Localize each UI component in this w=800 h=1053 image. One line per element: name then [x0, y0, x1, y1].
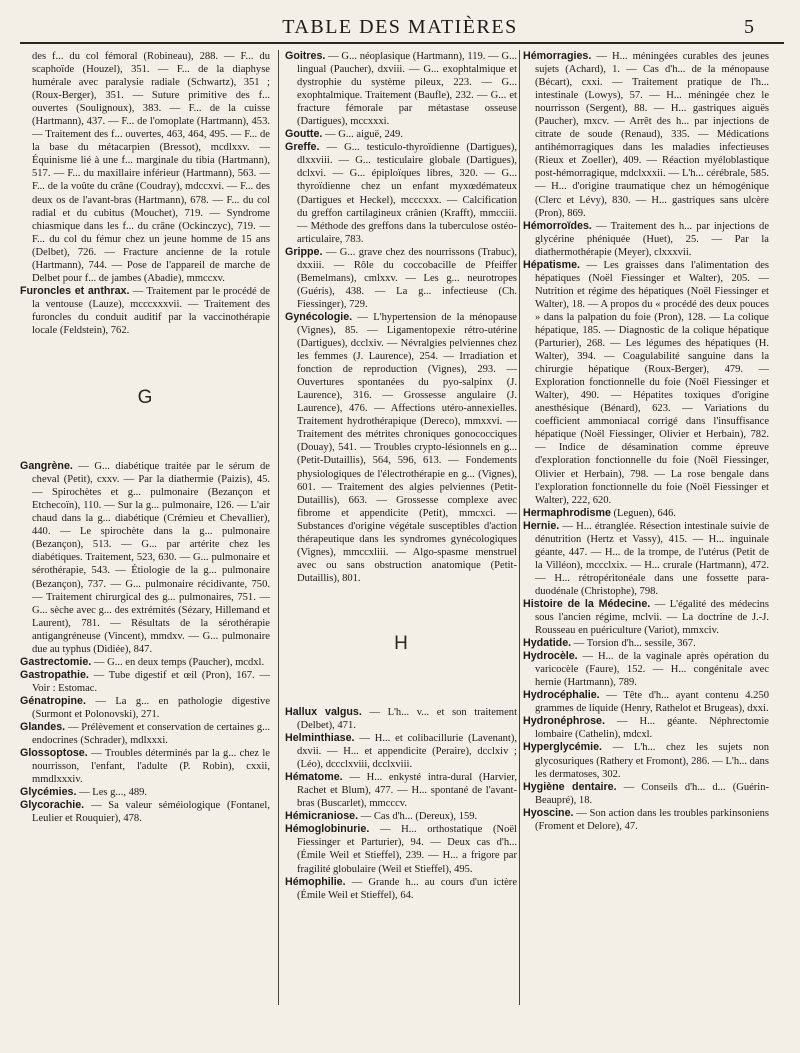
index-entry	[285, 311, 517, 585]
header-rule	[20, 42, 784, 44]
index-entry	[20, 799, 270, 825]
index-entry	[523, 715, 769, 741]
entry-text: — H... étranglée. Résection intestinale suivie de dénutrition (Hertz et Vassy), 415. — H... inguinale géante, 447. — H... de la trompe, de l'utérus (Petit de la Villéon), mccclxix. — H... crurale (Hartmann), 472. — H... rétropéritonéale dans une fossette para-duodénale (Christophe), 798.	[535, 520, 769, 597]
entry-text: — Les g..., 489.	[79, 787, 148, 799]
entry-heading: Hydatide.	[523, 637, 572, 650]
entry-heading: Goitres.	[285, 50, 326, 62]
page-number: 5	[744, 16, 754, 38]
entry-heading: Hallux valgus.	[285, 705, 362, 718]
entry-text: — Tube digestif et œil (Pron), 167. — Voir : Estomac.	[32, 669, 270, 694]
index-entry	[523, 259, 769, 507]
index-entry	[523, 50, 769, 220]
entry-text: — Les graisses dans l'alimentation des hépatiques (Noël Fiessinger et Walter), 205. — Nutrition et régime des hépatiques (Noël Fiessinger et Walter), 18. — A propos du « procédé des deux pouces » dans la palpation du foie (Pron), 128. — La colique hépatique, 185. — Diagnostic de la colique hépatique (Parturier), 268. — Les légumes des hépatiques (H. Walter), 394. — Coagulabilité sanguine dans la chirurgie hépatique (Roux-Berger), 479. — Exploration fonctionnelle du foie (Noël Fiessinger et Walter), 490. — Hépatites toxiques d'origine anesthésique (Bénard), 623. — Variations du coefficient ammoniacal corrigé dans l'insuffisance hépatique (Noël Fiessinger, Olivier et Herbain), 782. — Indice de désamination comme épreuve d'exploration fonctionnelle du foie (Noël Fiessinger, Olivier et Herbain), 798. — La rose bengale dans l'exploration fonctionnelle du foie (Noël Fiessinger et Walter), 222, 620.	[535, 259, 769, 506]
index-entry	[285, 50, 517, 128]
index-entry	[523, 741, 769, 780]
entry-heading: Hémorragies.	[523, 50, 592, 62]
entry-heading: Hygiène dentaire.	[523, 780, 617, 793]
index-entry	[20, 669, 270, 695]
entry-text: — G... testiculo-thyroïdienne (Dartigues), dlxxviii. — G... testiculaire globale (Dartigues), dclxvi. — G... épiploïques libres, 320. — G... thyroïdienne chez un enfant myxœdémateux (Dartigues et Heckel), mcccxxx. — Calcification du greffon cartilagineux crânien (Krafft), mmcciii. — Méthode des greffons dans la tuberculose ostéo-articulaire, 783.	[297, 142, 517, 245]
entry-text: — Grande h... au cours d'un ictère (Émile Weil et Stieffel), 64.	[297, 876, 517, 901]
index-entry	[285, 128, 517, 141]
entry-heading: Hydronéphrose.	[523, 715, 605, 728]
entry-heading: Hernie.	[523, 519, 560, 532]
entry-text: — Traitement par le procédé de la ventouse (Lauze), mcccxxxvii. — Traitement des furoncles du conduit auditif par la vaccinothérapie locale (Feldstein), 762.	[32, 285, 270, 336]
entry-text: — La g... en pathologie digestive (Surmont et Polonovski), 271.	[32, 695, 270, 720]
index-entry	[285, 876, 517, 902]
entry-heading: Glossoptose.	[20, 747, 88, 760]
page-header	[0, 0, 800, 46]
continued-entry-text: des f... du col fémoral (Robineau), 288. — F... du scaphoïde (Houzel), 351. — F... de la diaphyse humérale avec paralysie radiale (Schwartz), 351 ; (Roux-Berger), 351. — Suture primitive des f... ouvertes (Soulignoux), 383. — F... de la cuisse (Hartmann), 437. — F... de l'omoplate (Hartmann), 453. — Traitement des f... ouvertes, 463, 464, 495. — F... de la base du métacarpien (Bressot), mcdlxxv. — Équinisme lié à une f... marginale du tibia (Hartmann), 517. — F... du maxillaire inférieur (Hartmann), 563. — F... de la voûte du crâne (Coudray), mdccxvi. — F... des deux os de l'avant-bras (Hartmann), 678. — F... du col radial et du cubitus (Mouchet), 719. — Syndrome chiasmique dans les f... du crâne (Ockinczyc), 719. — F... du col du fémur chez un jeune homme de 15 ans (Delbet), 726. — Fracture ancienne de la rotule (Hartmann), 744. — Pose de l'appareil de marche de Delbet pour f... de jambes (Abadie), mmccxv.	[32, 51, 270, 284]
index-entry	[285, 823, 517, 875]
entry-heading: Hémicraniose.	[285, 810, 359, 823]
index-entry	[523, 689, 769, 715]
entry-heading: Glycémies.	[20, 786, 77, 799]
entry-text: — Torsion d'h... sessile, 367.	[573, 638, 696, 650]
index-entry	[523, 781, 769, 807]
section-letter: G	[137, 387, 153, 409]
index-entry	[20, 460, 270, 656]
entry-text: — G... diabétique traitée par le sérum de cheval (Petit), cxxv. — Par la diathermie (Paizis), 45. — Spirochètes et g... pulmonaire (Bezançon et Etchecoïn), 110. — Sur la g... pulmonaire, 126. — L'air chaud dans la g... diabétique (Crémieu et Chevallier), 440. — Le spirochète dans la g... pulmonaire (Bezançon), 513. — G... par artérite chez les diabétiques. Traitement, 523, 630. — G... pulmonaire et sérothérapie, 543. — Étiologie de la g... pulmonaire (Bezançon), 737. — G... pulmonaire récidivante, 750. — Traitement chirurgical des g... pulmonaires, 751. — G... sèche avec g... des extrémités (Sézary, Hillemand et Laurent), 781. — Résultats de la sérothérapie antigangréneuse (Vincent), mmdxv. — G... pulmonaire due au typhus (Didiée), 847.	[32, 461, 270, 655]
entry-heading: Gangrène.	[20, 460, 73, 473]
index-entry	[285, 141, 517, 245]
entry-text: — L'h... chez les sujets non glycosuriques (Rathery et Fromont), 286. — L'h... dans les dermatoses, 302.	[535, 742, 769, 780]
entry-text: (Leguen), 646.	[613, 507, 676, 519]
index-column-3	[523, 50, 769, 1050]
entry-heading: Greffe.	[285, 141, 320, 154]
entry-heading: Hydrocèle.	[523, 650, 578, 663]
section-letter: H	[394, 632, 408, 654]
index-entry	[285, 771, 517, 810]
entry-heading: Goutte.	[285, 128, 323, 141]
entry-heading: Glandes.	[20, 721, 66, 734]
entry-text: — H... orthostatique (Noël Fiessinger et Parturier), 94. — Deux cas d'h... (Émile Weil et Stieffel), 239. — H... a frigore par fragilité globulaire (Weil et Stieffel), 495.	[297, 824, 517, 875]
entry-text: — Son action dans les troubles parkinsoniens (Froment et Delore), 47.	[535, 807, 769, 832]
index-entry	[285, 706, 517, 732]
column-divider	[519, 50, 520, 1005]
index-entry	[523, 650, 769, 689]
page-title: TABLE DES MATIÈRES	[282, 16, 518, 38]
entry-text: — H... et colibacillurie (Lavenant), dxvii. — H... et appendicite (Peraire), dcclxiv ; (Léo), dccclxviii, dcclxviii.	[297, 733, 517, 771]
index-entry	[285, 732, 517, 771]
entry-text: — Sa valeur séméiologique (Fontanel, Leulier et Rouquier), 478.	[32, 800, 270, 825]
entry-text: — L'égalité des médecins sous l'ancien régime, mclvii. — La doctrine de J.-J. Rousseau en puériculture (Variot), mmxciv.	[535, 598, 769, 637]
entry-text: — Conseils d'h... d... (Guérin-Beaupré), 18.	[535, 781, 769, 806]
entry-text: — G... néoplasique (Hartmann), 119. — G... lingual (Paucher), dxviii. — G... exophtalmique et dystrophie du système pileux, 223. — G... exophtalmique. Traitement (Baufle), 232. — G... et fracture fémorale par métastase osseuse (Dartigues), mccxxxi.	[297, 51, 517, 128]
entry-heading: Hyperglycémie.	[523, 741, 603, 754]
entry-text: — H... de la vaginale après opération du varicocèle (Faure), 152. — H... congénitale avec hernie (Hartmann), 789.	[535, 651, 769, 689]
entry-text: — G... aiguë, 249.	[325, 129, 403, 141]
index-entry	[20, 285, 270, 337]
entry-text: — Traitement des h... par injections de glycérine phéniquée (Huet), 25. — Par la diathermothérapie (Meyer), clxxxvii.	[535, 220, 769, 258]
entry-text: — H... méningées curables des jeunes sujets (Achard), 1. — Cas d'h... de la ménopause (Bécart), cxxi. — Traitement pratique de l'h... intestinale (Lowys), 57. — H... méningée chez le nourrisson (Sergent), 88. — H... gastriques aiguës (Paucher), mxcv. — Arrêt des h... par injections de citrate de soude (Renaud), 335. — Médications antihémorragiques dans les maladies infectieuses (Rieux et Zoeller), 409. — Réaction myéloblastique post-hémorragique, mdclxxxii. — L'h... cérébrale, 585. — H... d'origine traumatique chez un hémogénique (Clerc et Lévy), 830. — H... gastriques sans ulcère (Pron), 869.	[535, 51, 769, 219]
index-entry	[523, 598, 769, 637]
entry-text: — Cas d'h... (Dereux), 159.	[360, 811, 478, 823]
entry-text: — Tête d'h... ayant contenu 4.250 grammes de liquide (Henry, Rathelot et Brugeas), dxxi.	[535, 690, 769, 715]
entry-text: — H... enkysté intra-dural (Harvier, Rachet et Blum), 477. — H... spontané de l'avant-bras (Buscarlet), mmcccv.	[297, 772, 517, 810]
index-entry	[20, 695, 270, 721]
entry-heading: Hématome.	[285, 771, 343, 784]
index-entry	[20, 786, 270, 799]
index-entry	[523, 520, 769, 598]
index-entry	[20, 656, 270, 669]
index-column-1	[20, 50, 270, 1050]
index-entry	[523, 637, 769, 650]
index-entry	[285, 810, 517, 823]
entry-heading: Glycorachie.	[20, 799, 85, 812]
index-entry	[523, 807, 769, 833]
entry-heading: Hémoglobinurie.	[285, 823, 370, 836]
index-column-2	[285, 50, 517, 1050]
entry-heading: Histoire de la Médecine.	[523, 597, 651, 610]
index-entry	[285, 246, 517, 311]
entry-text: — H... géante. Néphrectomie lombaire (Cathelin), mdcxl.	[535, 716, 769, 741]
entry-heading: Hydrocéphalie.	[523, 689, 600, 702]
index-entry	[20, 721, 270, 747]
entry-heading: Furoncles et anthrax.	[20, 284, 130, 297]
entry-heading: Grippe.	[285, 245, 323, 258]
entry-heading: Hépatisme.	[523, 258, 581, 271]
entry-text: — Troubles déterminés par la g... chez le nourrisson, l'enfant, l'adulte (P. Robin), cxxii, mmdlxxxiv.	[32, 748, 270, 786]
entry-text: — L'h... v... et son traitement (Delbet), 471.	[297, 706, 517, 732]
entry-text: — G... grave chez des nourrissons (Trabuc), dxxiii. — Rôle du coccobacille de Pfeiffer (Bemelmans), cmlxxv. — Les g... neurotropes (Guéris), 438. — La g... infectieuse (Ch. Fiessinger), 729.	[297, 246, 517, 310]
column-divider	[278, 50, 279, 1005]
entry-heading: Hémorroïdes.	[523, 219, 592, 232]
index-entry	[523, 220, 769, 259]
entry-heading: Génatropine.	[20, 694, 86, 707]
entry-heading: Gynécologie.	[285, 310, 353, 323]
entry-heading: Hyoscine.	[523, 806, 574, 819]
entry-heading: Gastropathie.	[20, 668, 89, 681]
entry-heading: Hermaphrodisme	[523, 506, 611, 519]
entry-heading: Hémophilie.	[285, 875, 346, 888]
entry-heading: Helminthiase.	[285, 732, 355, 745]
index-entry	[20, 747, 270, 786]
entry-text: — Prélèvement et conservation de certaines g... endocrines (Schrader), mdlxxxi.	[32, 722, 270, 747]
index-entry	[523, 507, 769, 520]
entry-text: — L'hypertension de la ménopause (Vignes), 85. — Ligamentopexie rétro-utérine (Dartigues), dcclxiv. — Névralgies pelviennes chez les femmes (J. Laurence), 254. — Irradiation et fonction de reproduction (Vignes), 293. — Ouvertures spontanées du pyo-salpinx (J. Laurence), 316. — Grossesse angulaire (J. Laurence), 476. — Affections utéro-annexielles. Traitement hydrothérapique (Dereco), mmxxvi. — Traitement des métrites chroniques gonococciques (Douay), 541. — Troubles crypto-lésionnels en g... (Petit-Dutaillis), 564, 596, 613. — Fondements physiologiques de l'électrothérapie en g... (Vignes), 601. — Traitement des algies pelviennes (Petit-Dutaillis), 663. — Grossesse complexe avec fibrome et appendicite (Petit), mmcxci. — Substances d'origine végétale susceptibles d'action thérapeutique dans les syndromes gynécologiques (Vignes), mmccxliii. — Algo-spasme menstruel avec ou sans obstruction anatomique (Petit-Dutaillis), 801.	[297, 311, 517, 584]
entry-heading: Gastrectomie.	[20, 655, 92, 668]
entry-text: — G... en deux temps (Paucher), mcdxl.	[93, 656, 265, 668]
